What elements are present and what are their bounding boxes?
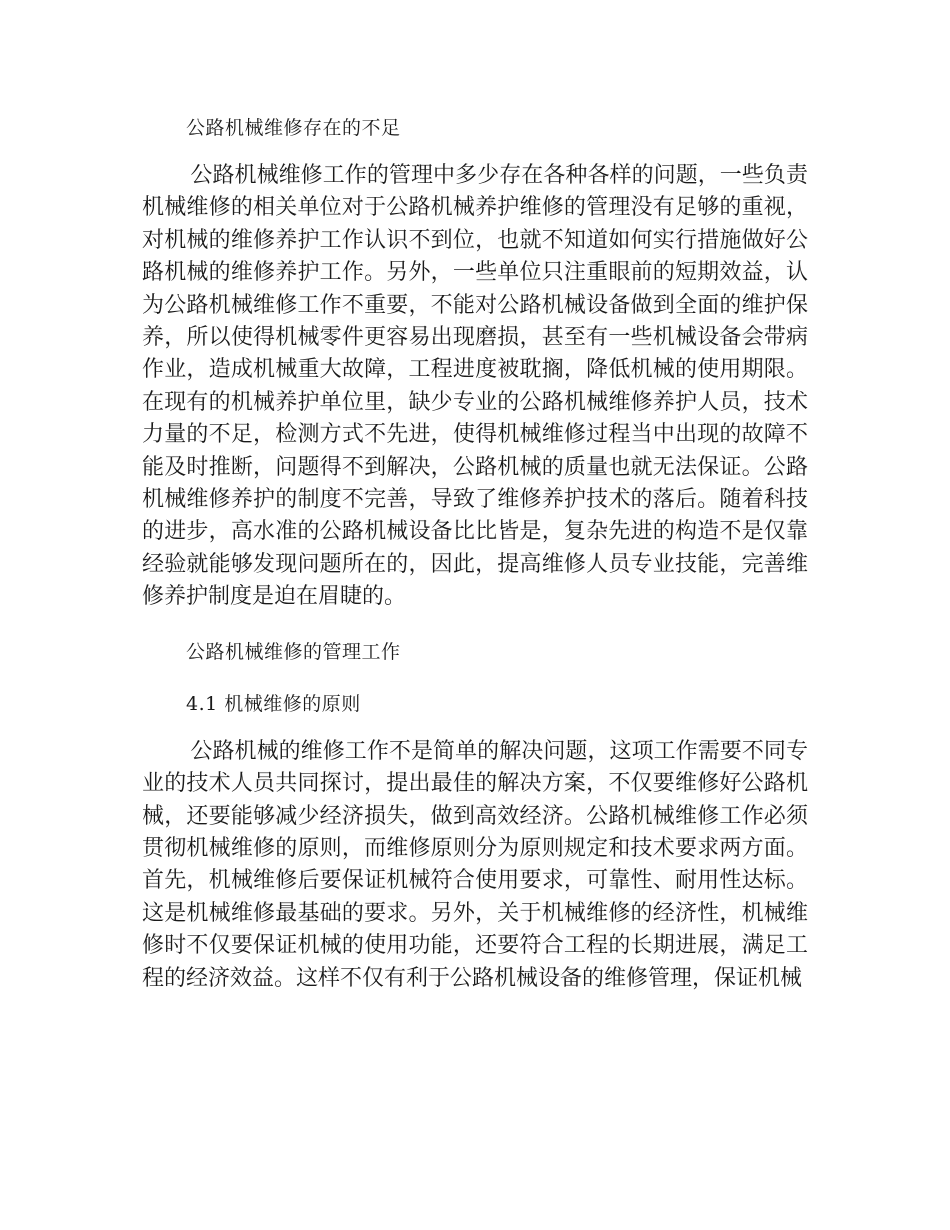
section-paragraph-maintenance-shortcomings: 公路机械维修工作的管理中多少存在各种各样的问题，一些负责机械维修的相关单位对于公路机械养护维修的管理没有足够的重视，对机械的维修养护工作认识不到位，也就不知道如何实行措施做好公路机械的维修养护工作。另外，一些单位只注重眼前的短期效益，认为公路机械维修工作不重要，不能对公路机械设备做到全面的维护保养，所以使得机械零件更容易出现磨损，甚至有一些机械设备会带病作业，造成机械重大故障，工程进度被耽搁，降低机械的使用期限。在现有的机械养护单位里，缺少专业的公路机械维修养护人员，技术力量的不足，检测方式不先进，使得机械维修过程当中出现的故障不能及时推断，问题得不到解决，公路机械的质量也就无法保证。公路机械维修养护的制度不完善，导致了维修养护技术的落后。随着科技的进步，高水准的公路机械设备比比皆是，复杂先进的构造不是仅靠经验就能够发现问题所在的，因此，提高维修人员专业技能，完善维修养护制度是迫在眉睫的。	[142, 163, 808, 610]
subsection-paragraph-maintenance-principles: 公路机械的维修工作不是简单的解决问题，这项工作需要不同专业的技术人员共同探讨，提出最佳的解决方案，不仅要维修好公路机械，还要能够减少经济损失，做到高效经济。公路机械维修工作必须贯彻机械维修的原则，而维修原则分为原则规定和技术要求两方面。首先，机械维修后要保证机械符合使用要求，可靠性、耐用性达标。这是机械维修最基础的要求。另外，关于机械维修的经济性，机械维修时不仅要保证机械的使用功能，还要符合工程的长期进展，满足工程的经济效益。这样不仅有利于公路机械设备的维修管理，保证机械	[142, 738, 808, 991]
subsection-heading-maintenance-principles: 4.1 机械维修的原则	[186, 692, 361, 715]
section-heading-maintenance-management: 公路机械维修的管理工作	[186, 640, 401, 663]
section-heading-maintenance-shortcomings: 公路机械维修存在的不足	[186, 117, 401, 139]
document-page	[142, 108, 808, 995]
